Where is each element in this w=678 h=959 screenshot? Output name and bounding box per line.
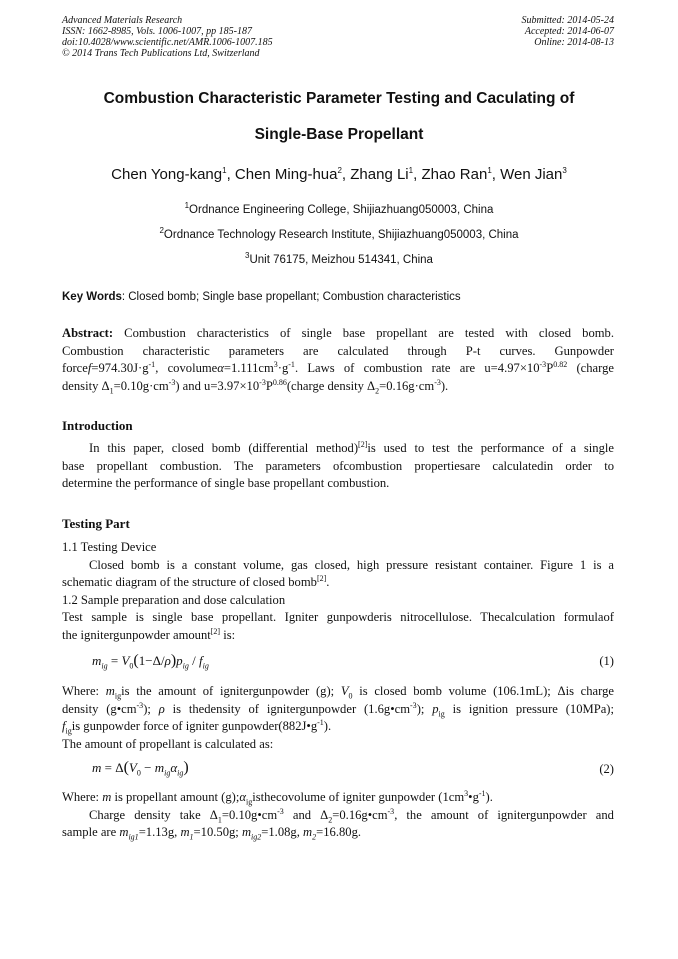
author-affiliation-mark: 1 [487,166,492,175]
symbol: m [105,684,115,698]
section-heading-testing: Testing Part [62,516,130,531]
subscript: 1 [109,386,114,396]
text-run: is closed bomb volume (106.1mL); Δis charge [352,684,614,698]
text-run: is: [220,627,236,642]
symbol: m [119,825,129,840]
abstract-line [62,325,614,343]
text-run: ·g [277,361,289,376]
superscript: 0.82 [553,360,568,369]
submitted-date: Submitted: 2014-05-24 [521,15,614,26]
symbol: ρ [164,653,171,668]
subscript: 2 [328,815,333,825]
issn-line: ISSN: 1662-8985, Vols. 1006-1007, pp 185-187 [62,26,252,37]
author-name: Chen Ming-hua [234,166,338,183]
symbol-alpha: α [217,361,224,376]
paragraph-line [62,807,614,825]
abstract-label: Abstract: [62,326,114,340]
superscript: 3 [464,788,469,798]
text-run: (charge density Δ [286,378,376,393]
affiliation-2 [62,226,616,241]
abstract-line [62,360,614,378]
superscript: -3 [136,700,144,710]
superscript: -1 [317,718,324,727]
keywords-label: Key Words [62,291,122,303]
superscript: 3 [273,360,278,369]
paragraph-line: The amount of propellant is calculated as: [62,736,274,751]
copyright-line: © 2014 Trans Tech Publications Ltd, Switzerland [62,48,260,59]
text-run: P [546,361,554,376]
text-run: =1.111cm [223,361,274,376]
text-run: density (g•cm [62,701,137,716]
subscript: 0 [348,691,353,701]
affiliation-text: Unit 76175, Meizhou 514341, China [249,254,433,266]
superscript: -3 [277,806,284,816]
affiliation-text: Ordnance Engineering College, Shijiazhuang050003, China [189,204,494,216]
subscript: 2 [375,386,380,396]
author-name: Wen Jian [500,166,563,183]
superscript: -3 [434,377,441,387]
testing-body [62,539,614,645]
superscript: -3 [259,377,266,387]
parenthesis: ( [133,652,139,669]
citation: [2] [210,626,221,636]
text-run: =974.30J·g [91,361,149,376]
paragraph-line [62,574,614,592]
text-run: =1.13g, [138,825,181,840]
equation-2-definitions [62,789,614,842]
text-run: Where: [62,684,106,698]
text-run: is used to test the performance of a single [367,441,614,455]
paragraph-line [62,701,614,719]
author-list: Chen Yong-kang$^1$, Chen Ming-hua$^2$, Zhang Li$^1$, Zhao Ran$^1$, Wen Jian$^3$ [111,166,567,183]
operator: = Δ [101,760,124,775]
abstract-line: Combustion characteristic parameters are calculated through P-t curves. Gunpowder [62,343,614,358]
symbol: α [170,760,178,775]
equation-1-definitions [62,683,614,753]
parenthesis: ( [123,759,129,776]
symbol: V [121,653,130,668]
text-run: =10.50g; [193,825,242,840]
paragraph-line [62,789,614,807]
paragraph-line [62,718,614,736]
subscript: ig1 [128,832,139,842]
citation: [2] [358,439,368,449]
text-run: isthecovolume of igniter gunpowder (1cm [252,790,465,804]
operator: = [107,653,122,668]
superscript: 0.86 [272,377,287,387]
symbol: f [199,653,203,668]
paragraph-line: determine the performance of single base propellant combustion. [62,476,390,491]
paragraph-line [62,824,614,842]
subsection-heading: 1.2 Sample preparation and dose calculation [62,592,286,607]
symbol: m [92,653,102,668]
text-run: =0.16g·cm [379,378,435,393]
section-heading-introduction: Introduction [62,418,133,433]
abstract [62,325,614,395]
operator: / [188,653,199,668]
affiliation-3 [62,251,616,266]
text-run: is the amount of ignitergunpowder (g); [121,684,341,698]
subscript: 1 [217,815,222,825]
subscript: ig [177,768,184,778]
subscript: 2 [312,832,317,842]
symbol: m [92,760,102,775]
superscript: -1 [288,360,295,369]
keywords-text: : Closed bomb; Single base propellant; Combustion characteristics [121,291,461,303]
symbol: m [102,790,112,804]
abstract-line [62,378,614,396]
paragraph-line [62,440,614,458]
equation-number-1: (1) [599,654,614,668]
text-run: ); [143,701,159,716]
text-run: is thedensity of ignitergunpowder (1.6g•cm [164,701,411,716]
author-affiliation-mark: 2 [337,166,342,175]
accepted-date: Accepted: 2014-06-07 [524,26,614,37]
text-run: force [62,361,88,376]
journal-name: Advanced Materials Research [62,15,183,26]
subscript: ig [438,709,445,719]
paragraph-line: base propellant combustion. The parameters ofcombustion propertiesare calculatedin order to [62,458,614,473]
subsection-heading: 1.1 Testing Device [62,540,157,554]
journal-info [62,15,382,59]
subscript: ig [164,768,171,778]
text-run: Where: [62,790,103,804]
citation: [2] [316,574,327,583]
subscript: 0 [136,768,141,778]
paragraph-line [62,683,614,701]
subscript: ig [65,726,72,736]
parenthesis: ) [183,759,189,776]
text-run: , covolume [155,361,218,376]
paragraph-line: Test sample is single base propellant. Igniter gunpowderis nitrocellulose. Thecalculation formulaof [62,610,614,625]
text-run: In this paper, closed bomb (differential method) [89,441,359,455]
subscript: 0 [129,661,134,671]
text-run: =0.16g•cm [332,807,388,822]
author-name: Zhao Ran [421,166,488,183]
text-run: ); [416,701,433,716]
text-run: =1.08g, [261,825,304,840]
text-run: ). [440,378,449,393]
operator: − [140,760,155,775]
symbol: V [128,760,137,775]
abstract-text: Combustion characteristics of single base propellant are tested with closed bomb. [124,326,614,340]
paper-title-line-1: Combustion Characteristic Parameter Testing and Caculating of [103,90,575,107]
symbol: α [239,790,246,804]
text-run: and Δ [283,807,329,822]
symbol: V [340,684,349,698]
author-affiliation-mark: 1 [222,166,227,175]
equation-2 [92,759,189,777]
author-affiliation-mark: 1 [408,166,414,175]
affiliation-text: Ordnance Technology Research Institute, Shijiazhuang050003, China [163,229,519,241]
text-run: ). [323,719,332,734]
author-name: Zhang Li [350,166,409,183]
equation-1 [92,652,209,670]
paper-title-line-2: Single-Base Propellant [254,126,424,143]
superscript: -1 [148,360,156,369]
affiliation-1 [62,201,616,216]
text-run: is propellant amount (g); [111,790,240,804]
superscript: -3 [387,806,395,816]
affiliation-number: 3 [245,251,250,261]
text-run: schematic diagram of the structure of closed bomb [62,575,317,590]
symbol: p [176,653,183,668]
symbol: m [241,825,252,840]
symbol: ρ [158,701,165,716]
subscript: ig [245,797,253,807]
paragraph-line [62,627,614,645]
symbol: m [154,760,165,775]
affiliation-number: 2 [159,226,164,236]
text-run: Charge density take Δ [89,807,218,822]
text-run: ). [485,790,493,804]
subscript: ig [114,691,122,701]
symbol: p [432,701,439,716]
parenthesis: ) [170,652,177,669]
subscript: ig [202,661,209,671]
text-run: ) and u=3.97×10 [175,378,260,393]
equation-number-2: (2) [599,762,614,776]
text-run: is ignition pressure (10MPa); [444,701,614,716]
symbol: m [180,825,190,840]
text-run: P [265,378,273,393]
dates-info [394,15,614,48]
subscript: ig2 [251,832,262,842]
online-date: Online: 2014-08-13 [534,37,614,48]
text-run: sample are [62,825,120,840]
text-run: •g [468,790,479,804]
text-run: . Laws of combustion rate are u=4.97×10 [294,361,540,376]
text-run: =0.10g•cm [221,807,278,822]
author-affiliation-mark: 3 [562,166,567,175]
text-run: =16.80g. [316,825,362,840]
text-run: density Δ [62,378,110,393]
text-run: =0.10g·cm [113,378,169,393]
keywords [62,291,616,303]
paragraph-line: Closed bomb is a constant volume, gas closed, high pressure resistant container. Figure 1 is a [89,557,614,572]
subscript: ig [101,661,108,671]
subscript: 1 [189,832,194,842]
operator: 1−Δ/ [138,653,165,668]
text-run: is gunpowder force of igniter gunpowder(882J•g [71,719,318,734]
subscript: ig [182,661,189,671]
introduction-paragraph [62,440,614,493]
affiliation-number: 1 [184,201,190,211]
superscript: -3 [410,700,417,710]
symbol-f: f [87,361,92,376]
author-name: Chen Yong-kang [111,166,223,183]
text-run: , the amount of ignitergunpowder and [394,807,614,822]
superscript: -3 [539,360,547,369]
text-run: the ignitergunpowder amount [62,627,211,642]
symbol: m [303,825,313,840]
text-run: (charge [567,361,614,376]
doi-line: doi:10.4028/www.scientific.net/AMR.1006-1007.185 [62,37,273,48]
symbol: f [62,719,66,734]
superscript: -3 [168,377,176,387]
superscript: -1 [478,788,486,798]
text-run: . [326,575,330,590]
